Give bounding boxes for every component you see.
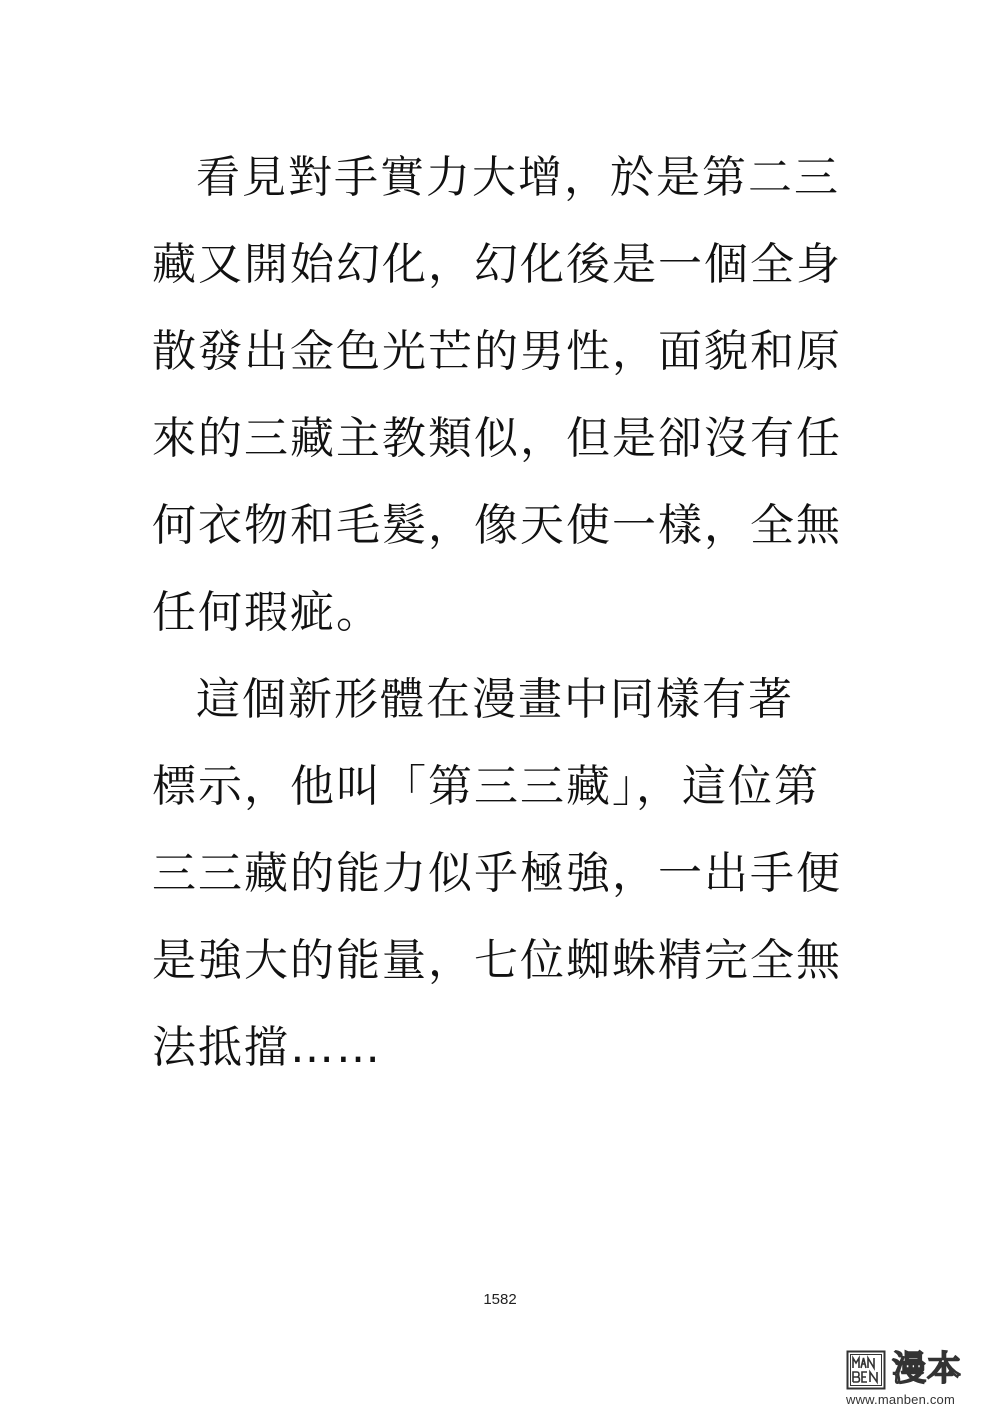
- watermark-url: www.manben.com: [846, 1392, 956, 1407]
- manben-logo-icon: [846, 1350, 886, 1390]
- paragraph-1-line-3: 散發出金色光芒的男性，面貌和原: [152, 326, 842, 377]
- watermark: [846, 1348, 988, 1408]
- page-number: 1582: [483, 1291, 517, 1308]
- paragraph-1-line-1: 看見對手實力大增，於是第二三: [196, 152, 840, 203]
- paragraph-2-line-3: 三三藏的能力似乎極強，一出手便: [152, 848, 842, 899]
- paragraph-1-line-6: 任何瑕疵。: [152, 587, 382, 638]
- paragraph-2-line-1: 這個新形體在漫畫中同樣有著: [196, 674, 794, 725]
- paragraph-1-line-5: 何衣物和毛髮，像天使一樣，全無: [152, 500, 842, 551]
- paragraph-2-line-2: 標示，他叫「第三三藏」，這位第: [152, 761, 820, 812]
- paragraph-2-line-5: 法抵擋……: [152, 1022, 382, 1073]
- paragraph-1-line-4: 來的三藏主教類似，但是卻沒有任: [152, 413, 842, 464]
- watermark-title: 漫本: [892, 1349, 962, 1389]
- paragraph-2-line-4: 是強大的能量，七位蜘蛛精完全無: [152, 935, 842, 986]
- paragraph-1-line-2: 藏又開始幻化，幻化後是一個全身: [152, 239, 842, 290]
- body-text: [152, 134, 852, 1091]
